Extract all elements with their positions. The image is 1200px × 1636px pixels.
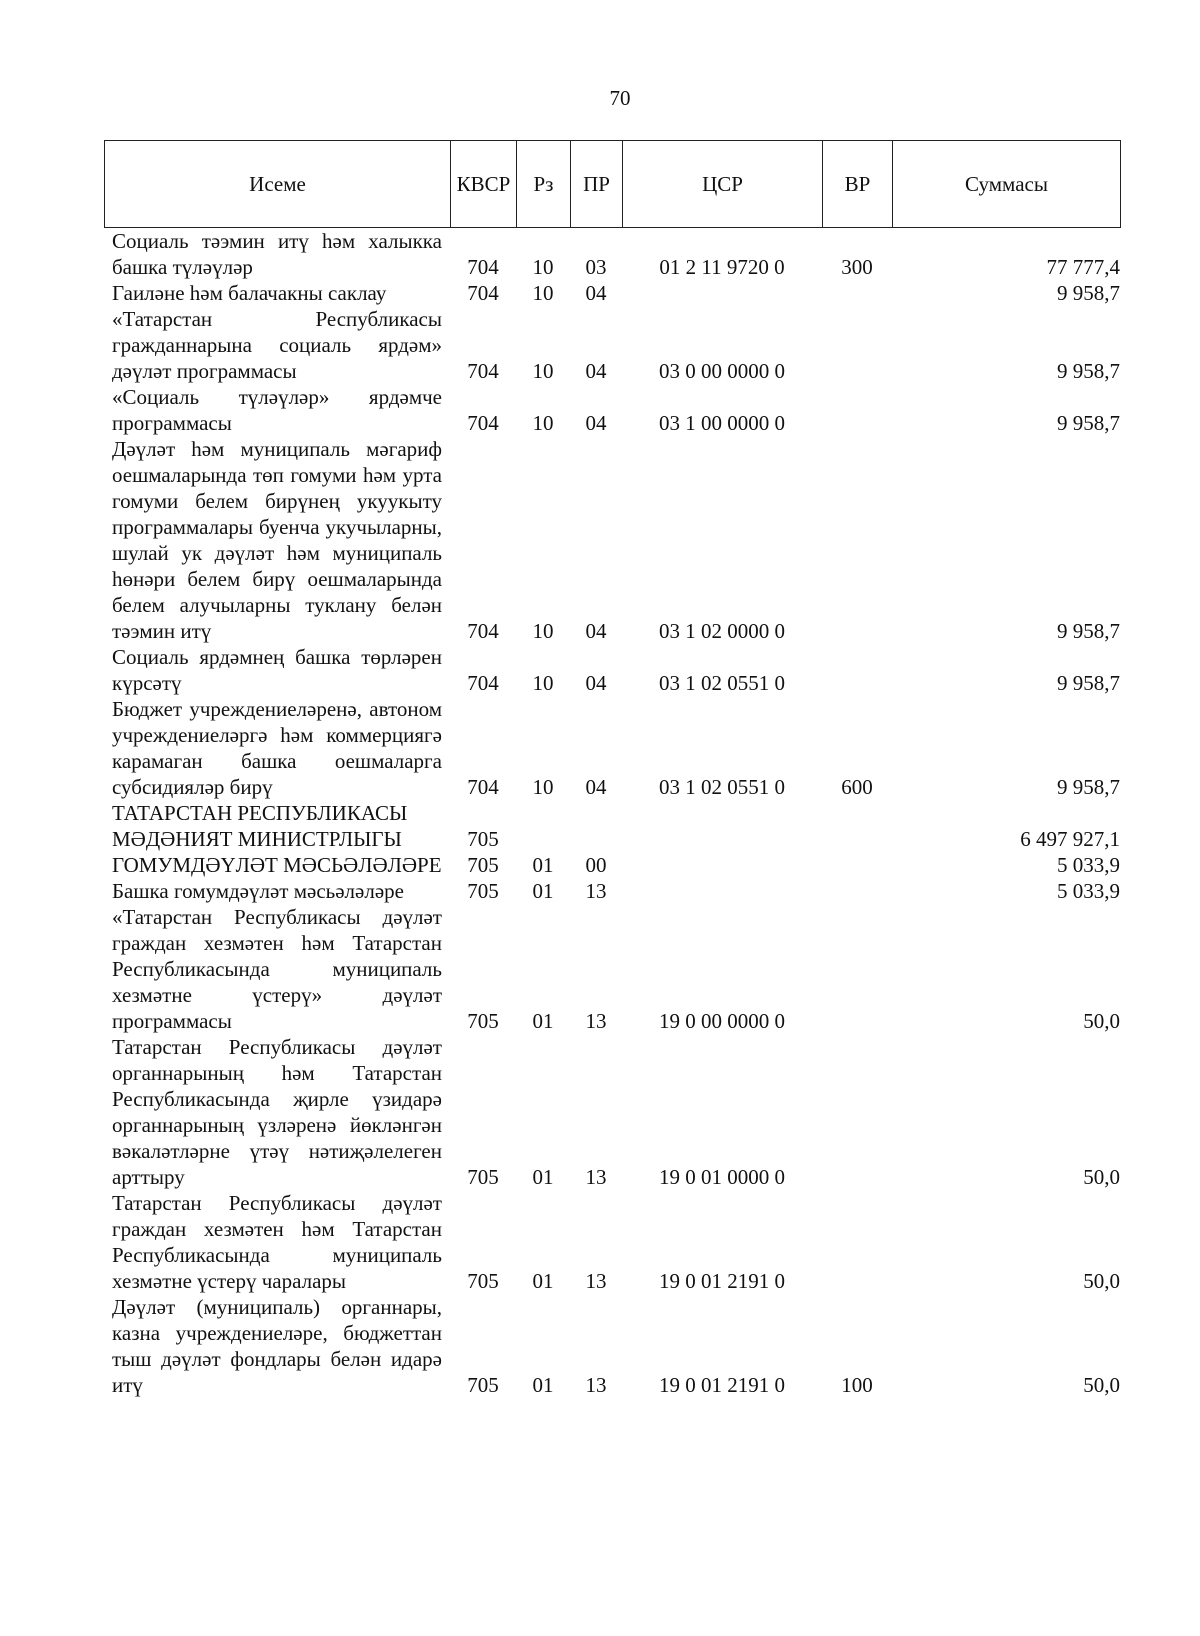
cell-vr bbox=[822, 306, 892, 384]
cell-csr: 19 0 00 0000 0 bbox=[659, 1009, 785, 1033]
cell-pr: 04 bbox=[585, 671, 607, 695]
cell-kvsr: 704 bbox=[467, 619, 499, 643]
cell-amount: 9 958,7 bbox=[1057, 619, 1120, 643]
header-name: Исеме bbox=[105, 141, 451, 228]
cell-vr: 300 bbox=[841, 255, 873, 279]
cell-vr bbox=[822, 904, 892, 1034]
cell-vr bbox=[822, 644, 892, 696]
cell-vr bbox=[822, 852, 892, 878]
cell-pr: 13 bbox=[585, 1009, 607, 1033]
header-kvsr: КВСР bbox=[451, 141, 517, 228]
cell-kvsr: 704 bbox=[467, 411, 499, 435]
table-row bbox=[112, 280, 1120, 306]
cell-vr bbox=[822, 800, 892, 852]
table-row bbox=[112, 904, 1120, 1034]
cell-pr: 04 bbox=[585, 281, 607, 305]
cell-pr: 04 bbox=[585, 359, 607, 383]
cell-pr: 13 bbox=[585, 1373, 607, 1397]
cell-vr bbox=[822, 436, 892, 644]
cell-rz: 10 bbox=[532, 359, 554, 383]
cell-rz: 10 bbox=[532, 775, 554, 799]
table-row bbox=[112, 800, 1120, 852]
cell-csr: 19 0 01 2191 0 bbox=[659, 1373, 785, 1397]
header-vr: ВР bbox=[823, 141, 893, 228]
cell-rz: 01 bbox=[532, 879, 554, 903]
cell-csr: 03 0 00 0000 0 bbox=[659, 359, 785, 383]
table-row bbox=[112, 384, 1120, 436]
table-row bbox=[112, 644, 1120, 696]
cell-kvsr: 704 bbox=[467, 359, 499, 383]
cell-amount: 50,0 bbox=[1083, 1269, 1120, 1293]
cell-rz: 10 bbox=[532, 619, 554, 643]
cell-amount: 77 777,4 bbox=[1046, 255, 1120, 279]
cell-amount: 50,0 bbox=[1083, 1009, 1120, 1033]
budget-table-body bbox=[112, 228, 1120, 1398]
header-csr: ЦСР bbox=[623, 141, 823, 228]
cell-csr bbox=[622, 852, 822, 878]
table-row bbox=[112, 878, 1120, 904]
cell-rz: 01 bbox=[532, 1373, 554, 1397]
cell-kvsr: 705 bbox=[467, 853, 499, 877]
cell-pr bbox=[570, 800, 622, 852]
cell-pr: 13 bbox=[585, 879, 607, 903]
table-row bbox=[112, 1034, 1120, 1190]
cell-amount: 50,0 bbox=[1083, 1165, 1120, 1189]
cell-pr: 00 bbox=[585, 853, 607, 877]
cell-kvsr: 704 bbox=[467, 671, 499, 695]
cell-csr: 19 0 01 0000 0 bbox=[659, 1165, 785, 1189]
cell-kvsr: 705 bbox=[467, 879, 499, 903]
cell-pr: 04 bbox=[585, 775, 607, 799]
cell-csr: 19 0 01 2191 0 bbox=[659, 1269, 785, 1293]
cell-amount: 9 958,7 bbox=[1057, 775, 1120, 799]
cell-amount: 9 958,7 bbox=[1057, 281, 1120, 305]
cell-name: Татарстан Республикасы дәүләт граждан хезмәтен һәм Татарстан Республикасында муниципаль хезмәтне үстерү чаралары bbox=[112, 1191, 442, 1293]
cell-rz: 10 bbox=[532, 411, 554, 435]
cell-vr bbox=[822, 280, 892, 306]
cell-csr: 03 1 02 0000 0 bbox=[659, 619, 785, 643]
cell-rz: 01 bbox=[532, 1009, 554, 1033]
table-row bbox=[112, 306, 1120, 384]
cell-name: ГОМУМДӘҮЛӘТ МӘСЬӘЛӘЛӘРЕ bbox=[112, 853, 442, 877]
cell-pr: 03 bbox=[585, 255, 607, 279]
budget-table bbox=[112, 228, 1120, 1398]
cell-kvsr: 704 bbox=[467, 255, 499, 279]
cell-rz: 10 bbox=[532, 671, 554, 695]
cell-csr: 03 1 02 0551 0 bbox=[659, 775, 785, 799]
header-pr: ПР bbox=[571, 141, 623, 228]
table-row bbox=[112, 1190, 1120, 1294]
cell-name: Татарстан Республикасы дәүләт органнарының һәм Татарстан Республикасында җирле үзидарә органнарының үзләренә йөкләнгән вәкаләтләрне үтәү нәтиҗәлелеген арттыру bbox=[112, 1035, 442, 1189]
cell-name: Бюджет учреждениеләренә, автоном учреждениеләргә һәм коммерциягә карамаган башка оешмаларга субсидияләр бирү bbox=[112, 697, 442, 799]
table-row bbox=[112, 436, 1120, 644]
cell-vr bbox=[822, 384, 892, 436]
cell-pr: 04 bbox=[585, 411, 607, 435]
cell-kvsr: 705 bbox=[467, 1373, 499, 1397]
cell-pr: 04 bbox=[585, 619, 607, 643]
cell-kvsr: 704 bbox=[467, 775, 499, 799]
cell-csr bbox=[622, 800, 822, 852]
table-row bbox=[112, 228, 1120, 280]
cell-name: Социаль тәэмин итү һәм халыкка башка түләүләр bbox=[112, 229, 442, 279]
cell-rz: 10 bbox=[532, 255, 554, 279]
cell-vr bbox=[822, 1034, 892, 1190]
cell-vr: 600 bbox=[841, 775, 873, 799]
cell-kvsr: 705 bbox=[467, 1269, 499, 1293]
header-rz: Рз bbox=[517, 141, 571, 228]
table-row bbox=[112, 852, 1120, 878]
cell-kvsr: 705 bbox=[467, 1009, 499, 1033]
cell-name: «Татарстан Республикасы дәүләт граждан хезмәтен һәм Татарстан Республикасында муниципаль хезмәтне үстерү» дәүләт программасы bbox=[112, 905, 442, 1033]
table-header bbox=[104, 140, 1121, 228]
cell-kvsr: 705 bbox=[467, 1165, 499, 1189]
cell-rz: 01 bbox=[532, 1165, 554, 1189]
cell-name: Социаль ярдәмнең башка төрләрен күрсәтү bbox=[112, 645, 442, 695]
cell-amount: 5 033,9 bbox=[1057, 853, 1120, 877]
cell-name: ТАТАРСТАН РЕСПУБЛИКАСЫ МӘДӘНИЯТ МИНИСТРЛЫГЫ bbox=[112, 801, 408, 851]
cell-amount: 50,0 bbox=[1083, 1373, 1120, 1397]
table-row bbox=[112, 696, 1120, 800]
cell-csr: 01 2 11 9720 0 bbox=[659, 255, 785, 279]
cell-rz: 01 bbox=[532, 1269, 554, 1293]
table-row bbox=[112, 1294, 1120, 1398]
cell-amount: 9 958,7 bbox=[1057, 411, 1120, 435]
cell-vr bbox=[822, 1190, 892, 1294]
cell-rz: 01 bbox=[532, 853, 554, 877]
cell-csr bbox=[622, 280, 822, 306]
cell-csr: 03 1 00 0000 0 bbox=[659, 411, 785, 435]
cell-csr: 03 1 02 0551 0 bbox=[659, 671, 785, 695]
cell-pr: 13 bbox=[585, 1165, 607, 1189]
cell-amount: 6 497 927,1 bbox=[1020, 827, 1120, 851]
cell-rz bbox=[516, 800, 570, 852]
cell-kvsr: 705 bbox=[467, 827, 499, 851]
cell-name: «Татарстан Республикасы гражданнарына социаль ярдәм» дәүләт программасы bbox=[112, 307, 442, 383]
cell-vr: 100 bbox=[841, 1373, 873, 1397]
cell-csr bbox=[622, 878, 822, 904]
cell-amount: 9 958,7 bbox=[1057, 671, 1120, 695]
cell-name: Гаиләне һәм балачакны саклау bbox=[112, 281, 387, 305]
cell-rz: 10 bbox=[532, 281, 554, 305]
cell-name: Дәүләт һәм муниципаль мәгариф оешмаларында төп гомуми һәм урта гомуми белем бирүнең укуукыту программалары буенча укучыларны, шулай ук дәүләт һәм муниципаль һөнәри белем бирү оешмаларында белем алучыларны туклану белән тәэмин итү bbox=[112, 437, 442, 643]
cell-kvsr: 704 bbox=[467, 281, 499, 305]
cell-name: «Социаль түләүләр» ярдәмче программасы bbox=[112, 385, 442, 435]
page-number: 70 bbox=[609, 86, 631, 110]
header-amount: Суммасы bbox=[893, 141, 1121, 228]
cell-name: Дәүләт (муниципаль) органнары, казна учреждениеләре, бюджеттан тыш дәүләт фондлары белән идарә итү bbox=[112, 1295, 442, 1397]
cell-pr: 13 bbox=[585, 1269, 607, 1293]
cell-vr bbox=[822, 878, 892, 904]
cell-amount: 9 958,7 bbox=[1057, 359, 1120, 383]
cell-amount: 5 033,9 bbox=[1057, 879, 1120, 903]
cell-name: Башка гомумдәүләт мәсьәләләре bbox=[112, 879, 404, 903]
